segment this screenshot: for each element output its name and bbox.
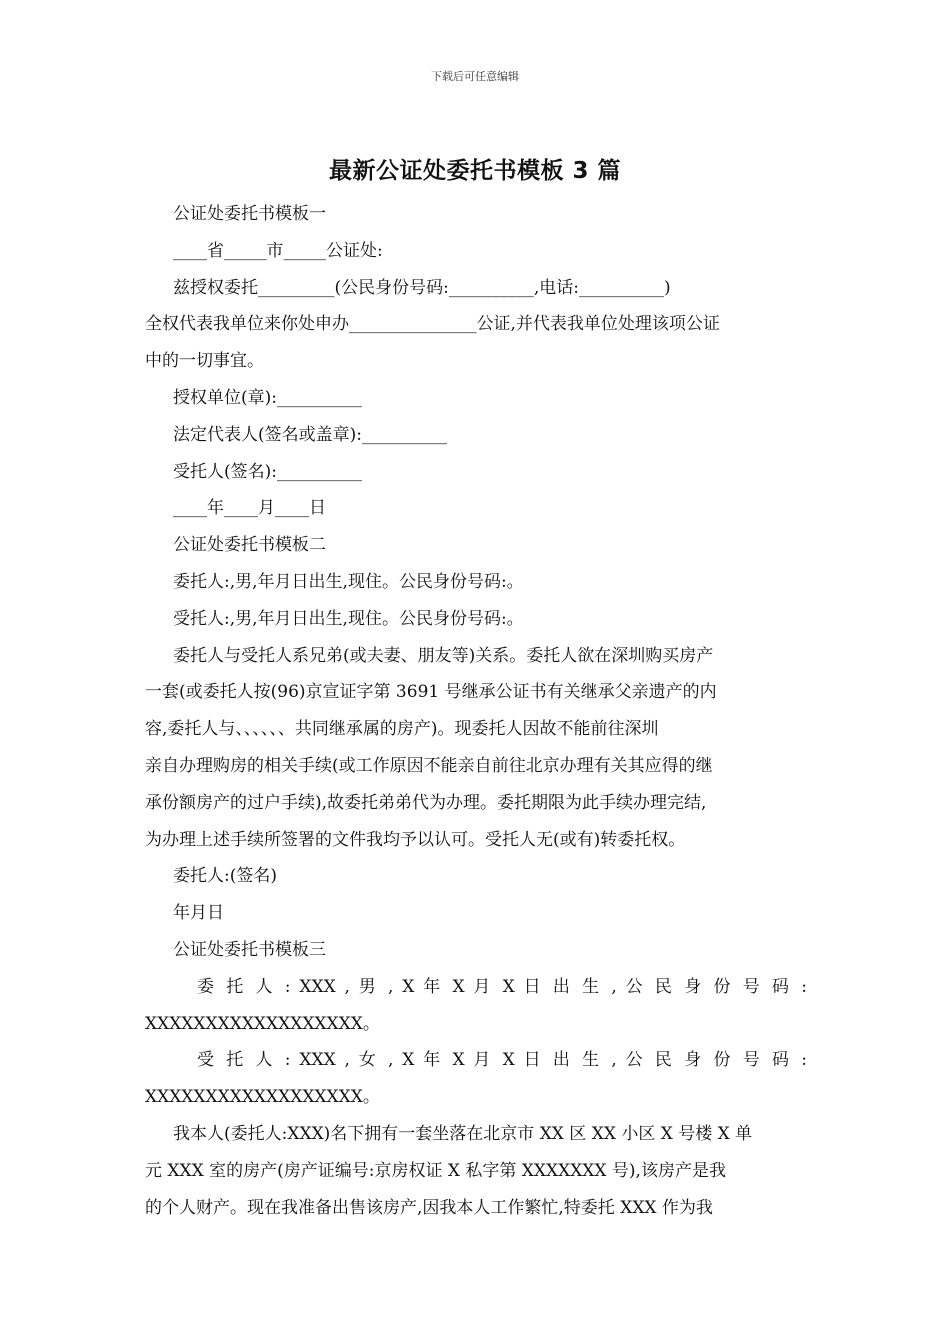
paragraph-line: 容,委托人与、、、、、、共同继承属的房产)。现委托人因故不能前往深圳	[145, 719, 659, 740]
paragraph-line: 受托人:,男,年月日出生,现住。公民身份号码:。	[173, 608, 524, 629]
paragraph-line: 承份额房产的过户手续),故委托弟弟代为办理。委托期限为此手续办理完结,	[145, 792, 707, 813]
paragraph-line: 一套(或委托人按(96)京宣证字第 3691 号继承公证书有关继承父亲遗产的内	[145, 682, 717, 703]
signature-line: 委托人:(签名)	[173, 866, 277, 887]
paragraph-line: 全权代表我单位来你处申办_______________公证,并代表我单位处理该项公证	[145, 314, 720, 335]
paragraph-line: XXXXXXXXXXXXXXXXXX。	[145, 1013, 380, 1034]
paragraph-line: 亲自办理购房的相关手续(或工作原因不能亲自前往北京办理有关其应得的继	[145, 755, 713, 776]
date-line: ____年____月____日	[173, 498, 326, 519]
paragraph-line: 元 XXX 室的房产(房产证编号:京房权证 X 私字第 XXXXXXX 号),该房产是我	[145, 1160, 726, 1181]
signature-line: 受托人(签名):__________	[173, 461, 362, 482]
paragraph-line: XXXXXXXXXXXXXXXXXX。	[145, 1087, 380, 1108]
paragraph-line: 中的一切事宜。	[145, 351, 264, 372]
section-heading-3: 公证处委托书模板三	[173, 939, 326, 960]
document-body	[145, 196, 807, 1226]
paragraph-line: 受 托 人 : XXX , 女 , X 年 X 月 X 日 出 生 , 公 民 身 份 号 码 :	[197, 1050, 807, 1071]
signature-line: 法定代表人(签名或盖章):__________	[173, 424, 447, 445]
paragraph-line: 为办理上述手续所签署的文件我均予以认可。受托人无(或有)转委托权。	[145, 829, 686, 850]
section-heading-2: 公证处委托书模板二	[173, 535, 326, 556]
paragraph-line: 委托人与受托人系兄弟(或夫妻、朋友等)关系。委托人欲在深圳购买房产	[173, 645, 714, 666]
signature-line: 授权单位(章):__________	[173, 387, 362, 408]
paragraph-line: 委 托 人 : XXX , 男 , X 年 X 月 X 日 出 生 , 公 民 身 份 号 码 :	[197, 976, 807, 997]
paragraph-line: 的个人财产。现在我准备出售该房产,因我本人工作繁忙,特委托 XXX 作为我	[145, 1197, 713, 1218]
document-title: 最新公证处委托书模板 3 篇	[328, 158, 622, 184]
paragraph-line: 我本人(委托人:XXX)名下拥有一套坐落在北京市 XX 区 XX 小区 X 号楼 X 单	[173, 1123, 753, 1144]
paragraph-line: 委托人:,男,年月日出生,现住。公民身份号码:。	[173, 571, 524, 592]
page-header: 下载后可任意编辑	[431, 70, 519, 83]
date-line: 年月日	[173, 903, 224, 924]
section-heading-1: 公证处委托书模板一	[173, 204, 326, 224]
addressee-line: ____省_____市_____公证处:	[173, 240, 383, 261]
paragraph-line: 兹授权委托_________(公民身份号码:__________,电话:__________)	[173, 277, 671, 298]
